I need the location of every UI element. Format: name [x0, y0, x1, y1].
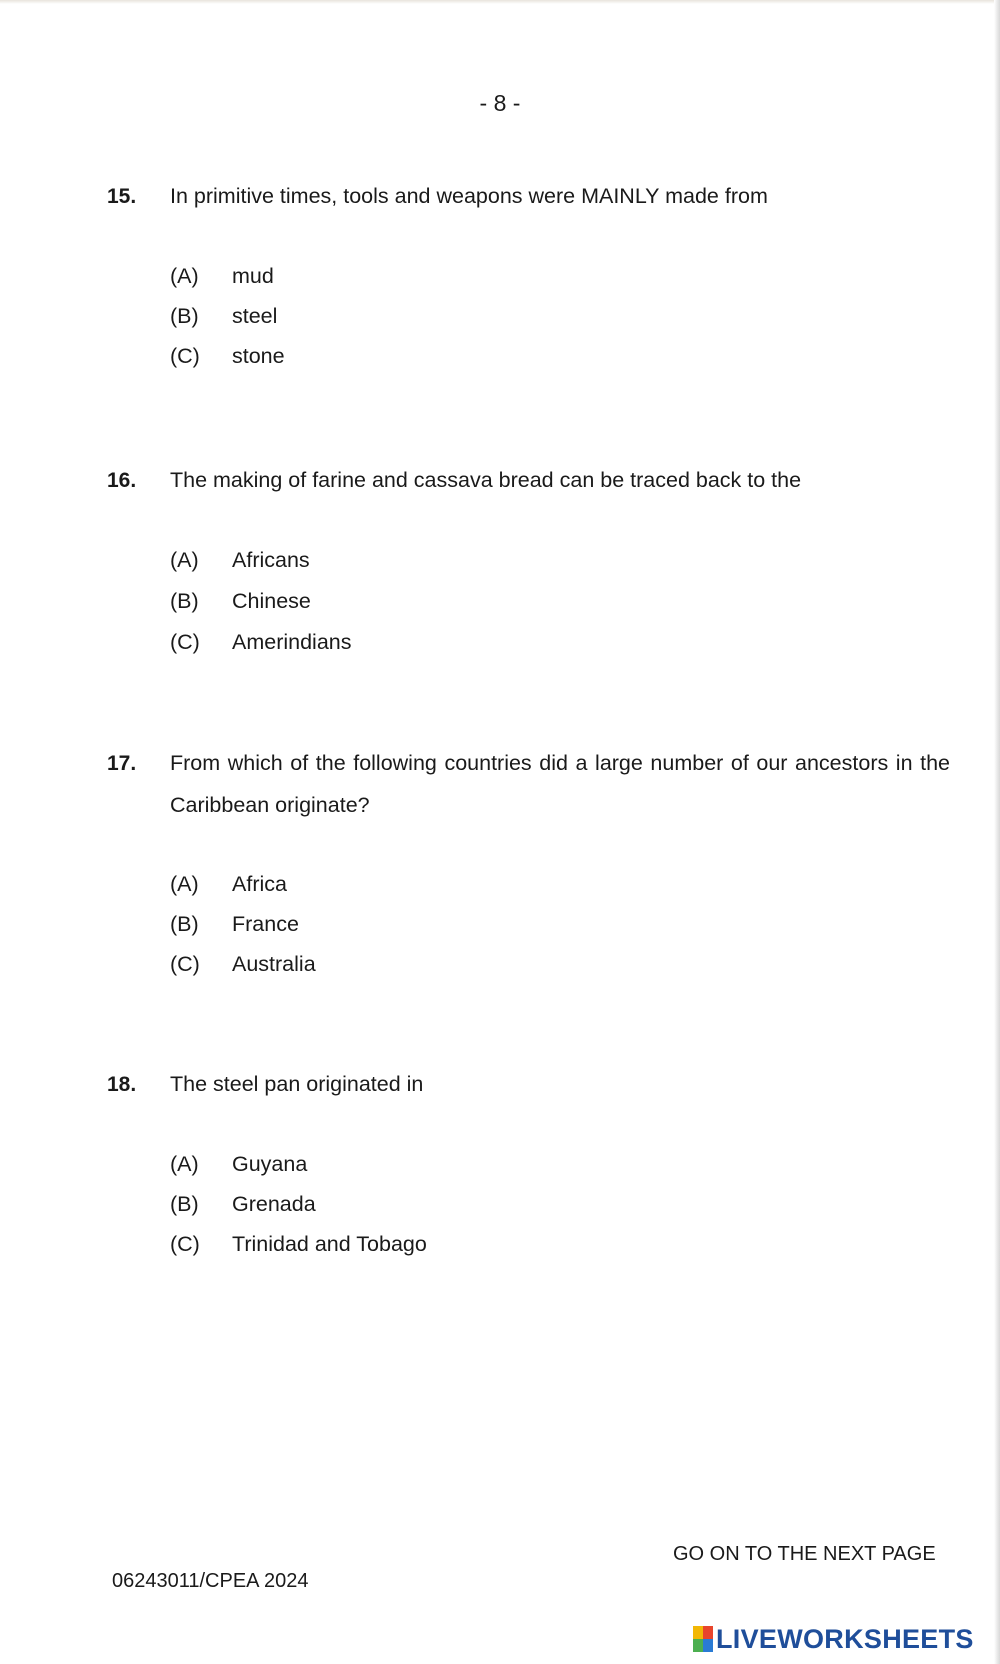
option-text: Africans [232, 548, 310, 572]
option-letter: (B) [170, 589, 199, 613]
next-page-notice: GO ON TO THE NEXT PAGE [673, 1543, 936, 1565]
option-text: Australia [232, 952, 316, 976]
question-number: 16. [107, 469, 137, 492]
option-letter: (B) [170, 912, 199, 936]
option-text: steel [232, 304, 278, 328]
option-text: Africa [232, 872, 287, 896]
option-letter: (A) [170, 1152, 199, 1176]
question-number: 17. [107, 752, 137, 775]
option-letter: (A) [170, 548, 199, 572]
option-letter: (B) [170, 304, 199, 328]
option-text: Trinidad and Tobago [232, 1232, 427, 1256]
liveworksheets-watermark [693, 1622, 974, 1656]
watermark-text: LIVEWORKSHEETS [716, 1623, 974, 1654]
page-number: - 8 - [479, 90, 521, 116]
option-text: stone [232, 344, 285, 368]
option-letter: (C) [170, 344, 200, 368]
scan-top-edge [0, 0, 1000, 4]
option-letter: (B) [170, 1192, 199, 1216]
question-text: The steel pan originated in [170, 1072, 424, 1096]
question-text: From which of the following countries did a large number of our ancestors in the Caribbean originate? [170, 751, 950, 817]
option-letter: (A) [170, 264, 199, 288]
option-letter: (C) [170, 630, 200, 654]
option-text: Grenada [232, 1192, 316, 1216]
question-text: The making of farine and cassava bread can be traced back to the [170, 468, 802, 492]
scan-right-edge [994, 0, 1000, 1664]
option-letter: (A) [170, 872, 199, 896]
question-text: In primitive times, tools and weapons were MAINLY made from [170, 184, 768, 208]
question-number: 18. [107, 1073, 137, 1096]
option-text: Guyana [232, 1152, 308, 1176]
option-text: mud [232, 264, 274, 288]
option-text: Chinese [232, 589, 311, 613]
option-text: Amerindians [232, 630, 352, 654]
exam-code: 06243011/CPEA 2024 [112, 1570, 309, 1592]
option-letter: (C) [170, 952, 200, 976]
question-number: 15. [107, 185, 137, 208]
option-text: France [232, 912, 299, 936]
option-letter: (C) [170, 1232, 200, 1256]
liveworksheets-logo-icon [693, 1626, 713, 1652]
